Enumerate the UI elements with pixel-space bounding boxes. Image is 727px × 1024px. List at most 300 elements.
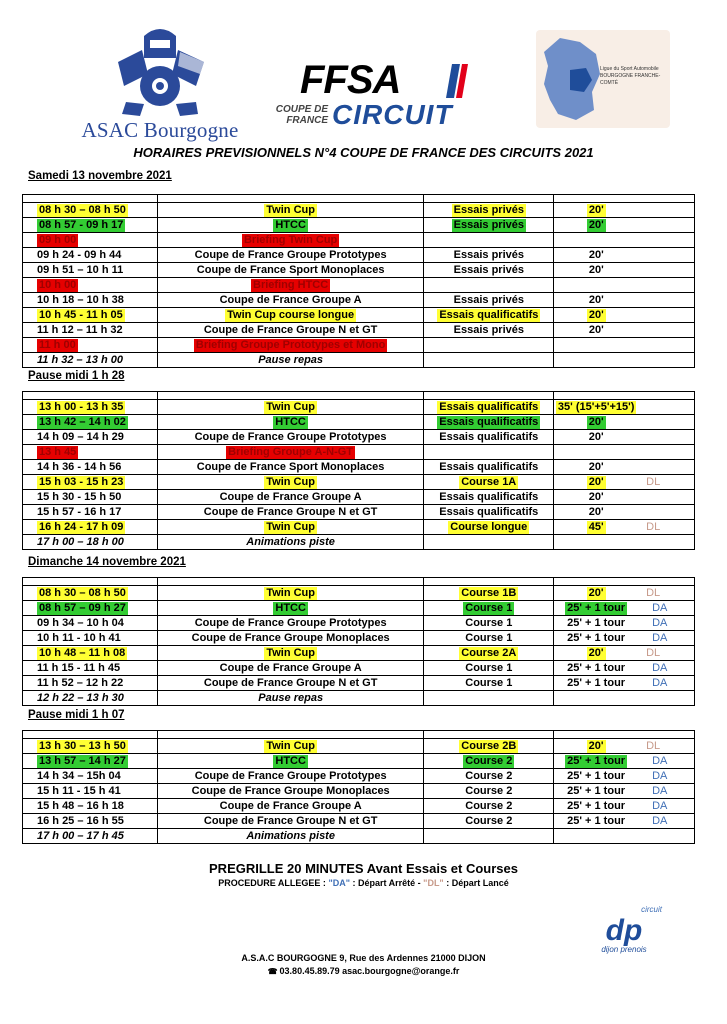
section-label: Dimanche 14 novembre 2021 (28, 556, 186, 568)
time-text: 15 h 30 - 15 h 50 (37, 490, 122, 503)
session-text: Essais privés (453, 263, 525, 276)
time-cell (23, 520, 158, 535)
duration-wrap (554, 491, 638, 504)
time-text: 09 h 24 - 09 h 44 (37, 248, 122, 261)
event-text: Animations piste (246, 535, 335, 548)
duration-text: 25' + 1 tour (567, 616, 626, 629)
session-cell (424, 203, 554, 218)
event-cell (157, 308, 424, 323)
duration-cell (554, 829, 695, 844)
table-spacer-row (23, 195, 695, 203)
session-cell (424, 415, 554, 430)
session-cell (424, 445, 554, 460)
table-row (23, 460, 695, 475)
time-cell (23, 293, 158, 308)
session-cell (424, 278, 554, 293)
duration-text: 25' + 1 tour (567, 799, 626, 812)
duration-wrap (554, 647, 638, 660)
event-cell (157, 203, 424, 218)
table-row (23, 475, 695, 490)
session-cell (424, 799, 554, 814)
duration-wrap (554, 249, 638, 262)
duration-cell (554, 505, 695, 520)
event-cell (157, 784, 424, 799)
duration-wrap (554, 416, 638, 429)
tag-da: DA (652, 754, 668, 767)
duration-cell (554, 248, 695, 263)
event-text: Twin Cup (266, 475, 315, 488)
section-label: Pause midi 1 h 28 (28, 370, 125, 382)
event-text: Animations piste (246, 829, 335, 842)
duration-text: 20' (588, 263, 604, 276)
duration-wrap (554, 309, 638, 322)
table-spacer-row (23, 731, 695, 739)
time-text: 16 h 24 - 17 h 09 (39, 520, 124, 533)
duration-wrap (554, 632, 638, 645)
time-cell (23, 505, 158, 520)
tag-dl: DL (646, 475, 661, 488)
session-text: Essais qualificatifs (439, 460, 539, 473)
pregrille-note: PREGRILLE 20 MINUTES Avant Essais et Courses (209, 861, 518, 876)
event-text: Coupe de France Groupe Prototypes (194, 248, 387, 261)
event-cell (157, 646, 424, 661)
dp-bottom-text: dijon prenois (601, 945, 647, 954)
time-text: 12 h 22 – 13 h 30 (37, 691, 124, 704)
event-cell (157, 631, 424, 646)
spacer-cell (424, 195, 554, 203)
table-row (23, 430, 695, 445)
time-text: 14 h 09 – 14 h 29 (37, 430, 124, 443)
session-cell (424, 353, 554, 368)
table-row (23, 754, 695, 769)
duration-text: 20' (588, 646, 604, 659)
session-cell (424, 586, 554, 601)
event-text: Coupe de France Sport Monoplaces (196, 460, 385, 473)
event-text: Coupe de France Groupe Monoplaces (191, 631, 390, 644)
session-cell (424, 631, 554, 646)
time-cell (23, 784, 158, 799)
duration-cell (554, 799, 695, 814)
table-row (23, 784, 695, 799)
time-cell (23, 754, 158, 769)
time-text: 09 h 00 (39, 233, 77, 246)
session-text: Course 1 (465, 631, 513, 644)
spacer-cell (157, 731, 424, 739)
duration-text: 25' + 1 tour (567, 814, 626, 827)
tag-dl: DL (646, 739, 661, 752)
event-cell (157, 691, 424, 706)
event-cell (157, 769, 424, 784)
table-row (23, 415, 695, 430)
duration-text: 20' (588, 475, 604, 488)
asac-logo (68, 22, 252, 142)
dp-top-text: circuit (641, 905, 662, 914)
event-text: Twin Cup course longue (227, 308, 355, 321)
table-row (23, 203, 695, 218)
duration-cell (554, 445, 695, 460)
event-cell (157, 475, 424, 490)
duration-wrap (554, 264, 638, 277)
event-cell (157, 535, 424, 550)
time-text: 14 h 36 - 14 h 56 (37, 460, 122, 473)
time-text: 15 h 48 – 16 h 18 (37, 799, 124, 812)
duration-cell (554, 308, 695, 323)
duration-cell (554, 293, 695, 308)
table-row (23, 616, 695, 631)
table-row (23, 661, 695, 676)
address: A.S.A.C BOURGOGNE 9, Rue des Ardennes 21000 DIJON (241, 953, 486, 963)
spacer-cell (424, 578, 554, 586)
table-row (23, 323, 695, 338)
duration-cell (554, 616, 695, 631)
table-row (23, 829, 695, 844)
spacer-cell (554, 731, 695, 739)
time-text: 13 h 45 (39, 445, 77, 458)
event-cell (157, 601, 424, 616)
duration-wrap (554, 431, 638, 444)
time-cell (23, 799, 158, 814)
time-text: 13 h 57 – 14 h 27 (39, 754, 126, 767)
session-text: Essais qualificatifs (439, 308, 539, 321)
event-cell (157, 278, 424, 293)
duration-text: 20' (588, 505, 604, 518)
tag-dl: DL (646, 646, 661, 659)
event-cell (157, 218, 424, 233)
time-cell (23, 203, 158, 218)
time-text: 08 h 57 - 09 h 17 (39, 218, 124, 231)
event-text: Coupe de France Groupe N et GT (203, 505, 378, 518)
duration-wrap (554, 677, 638, 690)
procedure-note (0, 878, 727, 888)
table-row (23, 520, 695, 535)
duration-cell (554, 218, 695, 233)
page-title: HORAIRES PREVISIONNELS N°4 COUPE DE FRANCE DES CIRCUITS 2021 (133, 145, 594, 160)
time-cell (23, 278, 158, 293)
session-text: Essais qualificatifs (439, 505, 539, 518)
duration-wrap (554, 476, 638, 489)
duration-wrap (554, 755, 638, 768)
tag-da: DA (652, 616, 668, 629)
duration-wrap (554, 602, 638, 615)
duration-cell (554, 203, 695, 218)
time-cell (23, 353, 158, 368)
session-text: Course 1 (465, 601, 513, 614)
duration-cell (554, 586, 695, 601)
event-cell (157, 616, 424, 631)
session-cell (424, 338, 554, 353)
table-row (23, 631, 695, 646)
event-cell (157, 338, 424, 353)
time-cell (23, 661, 158, 676)
table-row (23, 263, 695, 278)
time-cell (23, 691, 158, 706)
time-text: 13 h 30 – 13 h 50 (39, 739, 126, 752)
duration-text: 20' (588, 293, 604, 306)
time-text: 10 h 45 - 11 h 05 (39, 308, 123, 321)
ffsa-logo (268, 60, 483, 132)
event-text: Pause repas (258, 353, 324, 366)
duration-cell (554, 460, 695, 475)
duration-text: 20' (588, 739, 604, 752)
dijon-prenois-logo (576, 898, 668, 960)
event-text: HTCC (275, 415, 306, 428)
tag-da: DA (652, 769, 668, 782)
session-cell (424, 430, 554, 445)
table-row (23, 308, 695, 323)
tag-da: DA (652, 784, 668, 797)
session-cell (424, 248, 554, 263)
duration-wrap (554, 662, 638, 675)
session-text: Essais qualificatifs (439, 430, 539, 443)
event-text: Coupe de France Groupe N et GT (203, 323, 378, 336)
spacer-cell (554, 578, 695, 586)
spacer-cell (424, 392, 554, 400)
table-row (23, 505, 695, 520)
event-cell (157, 233, 424, 248)
duration-wrap (554, 401, 638, 414)
duration-text: 20' (588, 460, 604, 473)
time-text: 09 h 34 – 10 h 04 (37, 616, 124, 629)
ligue-text: Ligue du Sport Automobile BOURGOGNE FRANCHE-COMTÉ (600, 66, 661, 86)
event-text: Twin Cup (266, 203, 315, 216)
event-cell (157, 293, 424, 308)
event-text: Briefing Groupe A-N-GT (228, 445, 354, 458)
session-text: Course 2 (465, 799, 513, 812)
time-text: 08 h 30 – 08 h 50 (39, 203, 126, 216)
duration-cell (554, 475, 695, 490)
session-text: Course 2B (461, 739, 517, 752)
time-cell (23, 586, 158, 601)
time-cell (23, 676, 158, 691)
spacer-cell (157, 578, 424, 586)
duration-wrap (554, 740, 638, 753)
session-cell (424, 490, 554, 505)
session-text: Essais privés (453, 203, 525, 216)
duration-cell (554, 490, 695, 505)
duration-cell (554, 769, 695, 784)
session-cell (424, 754, 554, 769)
duration-text: 25' + 1 tour (567, 661, 626, 674)
event-text: Coupe de France Groupe Prototypes (194, 430, 387, 443)
session-cell (424, 691, 554, 706)
france-map-icon (540, 34, 604, 124)
duration-cell (554, 676, 695, 691)
time-text: 10 h 48 – 11 h 08 (39, 646, 126, 659)
event-cell (157, 739, 424, 754)
time-cell (23, 829, 158, 844)
duration-wrap (554, 506, 638, 519)
event-cell (157, 799, 424, 814)
event-text: Coupe de France Groupe A (219, 490, 362, 503)
time-cell (23, 233, 158, 248)
session-text: Course 1 (465, 676, 513, 689)
time-text: 17 h 00 – 17 h 45 (37, 829, 124, 842)
session-text: Essais privés (453, 248, 525, 261)
duration-text: 25' + 1 tour (567, 784, 626, 797)
time-cell (23, 475, 158, 490)
duration-text: 25' + 1 tour (567, 631, 626, 644)
session-cell (424, 475, 554, 490)
session-cell (424, 400, 554, 415)
tag-da: DA (652, 601, 668, 614)
tag-dl: DL (646, 586, 661, 599)
table-row (23, 490, 695, 505)
table-row (23, 278, 695, 293)
table-row (23, 535, 695, 550)
event-text: Coupe de France Groupe N et GT (203, 676, 378, 689)
time-text: 15 h 03 - 15 h 23 (39, 475, 124, 488)
spacer-cell (23, 195, 158, 203)
duration-cell (554, 400, 695, 415)
session-text: Essais privés (453, 323, 525, 336)
duration-cell (554, 661, 695, 676)
duration-cell (554, 739, 695, 754)
table-row (23, 799, 695, 814)
session-cell (424, 233, 554, 248)
schedule-table (22, 391, 695, 550)
event-text: HTCC (275, 218, 306, 231)
session-cell (424, 218, 554, 233)
time-text: 13 h 42 – 14 h 02 (39, 415, 126, 428)
time-cell (23, 535, 158, 550)
time-text: 08 h 30 – 08 h 50 (39, 586, 126, 599)
duration-cell (554, 691, 695, 706)
session-cell (424, 263, 554, 278)
section-label: Pause midi 1 h 07 (28, 709, 125, 721)
event-text: Coupe de France Groupe N et GT (203, 814, 378, 827)
time-text: 10 h 18 – 10 h 38 (37, 293, 124, 306)
duration-text: 20' (588, 308, 604, 321)
session-text: Course 2A (461, 646, 517, 659)
duration-text: 25' + 1 tour (567, 769, 626, 782)
spacer-cell (554, 392, 695, 400)
table-row (23, 601, 695, 616)
event-cell (157, 263, 424, 278)
asac-name: ASAC Bourgogne (81, 118, 239, 142)
event-text: Twin Cup (266, 739, 315, 752)
duration-wrap (554, 204, 638, 217)
session-cell (424, 814, 554, 829)
duration-cell (554, 415, 695, 430)
table-row (23, 676, 695, 691)
time-cell (23, 400, 158, 415)
duration-text: 25' + 1 tour (567, 676, 626, 689)
tag-da: DA (652, 661, 668, 674)
table-row (23, 646, 695, 661)
section-label: Samedi 13 novembre 2021 (28, 170, 172, 182)
session-cell (424, 769, 554, 784)
spacer-cell (554, 195, 695, 203)
tag-da: DA (652, 676, 668, 689)
time-text: 11 h 32 – 13 h 00 (37, 353, 124, 366)
session-text: Essais qualificatifs (439, 490, 539, 503)
session-cell (424, 323, 554, 338)
table-row (23, 400, 695, 415)
time-cell (23, 616, 158, 631)
event-cell (157, 400, 424, 415)
event-text: HTCC (275, 754, 306, 767)
spacer-cell (23, 578, 158, 586)
table-row (23, 353, 695, 368)
procedure-da-text: : Départ Arrêté - (349, 878, 424, 888)
asac-crest-icon (108, 22, 212, 118)
schedule-table (22, 577, 695, 706)
table-row (23, 586, 695, 601)
session-cell (424, 739, 554, 754)
duration-cell (554, 631, 695, 646)
event-text: Pause repas (258, 691, 324, 704)
session-cell (424, 460, 554, 475)
ffsa-circuit: CIRCUIT (332, 99, 453, 130)
session-text: Essais privés (453, 218, 525, 231)
time-text: 13 h 00 - 13 h 35 (39, 400, 124, 413)
tag-da: DA (652, 631, 668, 644)
procedure-dl: "DL" (423, 878, 444, 888)
session-cell (424, 535, 554, 550)
session-text: Essais privés (453, 293, 525, 306)
duration-cell (554, 323, 695, 338)
event-cell (157, 353, 424, 368)
event-text: Twin Cup (266, 646, 315, 659)
duration-cell (554, 353, 695, 368)
duration-cell (554, 814, 695, 829)
session-cell (424, 505, 554, 520)
event-text: Coupe de France Groupe Prototypes (194, 616, 387, 629)
duration-wrap (554, 294, 638, 307)
event-text: Twin Cup (266, 520, 315, 533)
schedule-table (22, 730, 695, 844)
duration-wrap (554, 324, 638, 337)
duration-text: 20' (588, 430, 604, 443)
session-text: Course 1B (461, 586, 517, 599)
time-text: 10 h 00 (39, 278, 77, 291)
phone-icon: ☎ (267, 967, 278, 976)
table-row (23, 338, 695, 353)
session-cell (424, 293, 554, 308)
event-cell (157, 754, 424, 769)
session-text: Course 2 (465, 769, 513, 782)
time-cell (23, 490, 158, 505)
duration-text: 25' + 1 tour (567, 754, 626, 767)
time-cell (23, 445, 158, 460)
duration-cell (554, 233, 695, 248)
session-cell (424, 784, 554, 799)
spacer-cell (23, 392, 158, 400)
event-cell (157, 676, 424, 691)
procedure-da: "DA" (328, 878, 350, 888)
time-cell (23, 601, 158, 616)
ffsa-word: FFSA (300, 58, 401, 102)
duration-cell (554, 338, 695, 353)
procedure-dl-text: : Départ Lancé (443, 878, 509, 888)
session-text: Course 2 (465, 814, 513, 827)
time-text: 14 h 34 – 15h 04 (37, 769, 121, 782)
duration-wrap (554, 587, 638, 600)
session-cell (424, 661, 554, 676)
duration-text: 20' (588, 218, 604, 231)
ffsa-stripe-icon (446, 64, 468, 98)
session-text: Course 1 (465, 661, 513, 674)
schedule-table (22, 194, 695, 368)
event-text: HTCC (275, 601, 306, 614)
duration-text: 20' (588, 323, 604, 336)
event-text: Coupe de France Groupe A (219, 293, 362, 306)
table-row (23, 691, 695, 706)
duration-cell (554, 646, 695, 661)
duration-text: 20' (588, 248, 604, 261)
event-text: Briefing HTCC (253, 278, 329, 291)
event-cell (157, 814, 424, 829)
